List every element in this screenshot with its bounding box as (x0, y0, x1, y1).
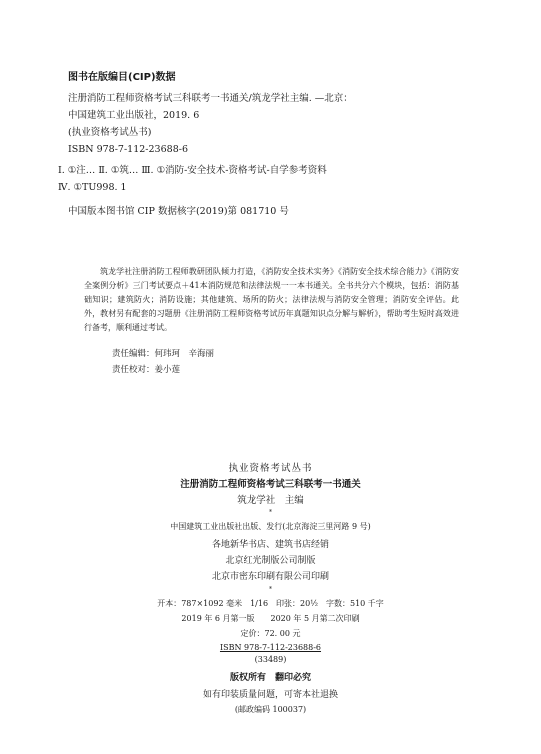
return-notice: 如有印装质量问题，可寄本社退换 (202, 690, 338, 700)
isbn-line: ISBN 978-7-112-23688-6 (219, 643, 322, 652)
responsible-editor: 责任编辑：何玮珂 辛海丽 (112, 349, 215, 359)
postal-code: (邮政编码 100037) (234, 705, 307, 714)
separator-star: * (269, 509, 272, 516)
book-code: (33489) (254, 655, 287, 664)
copyright-notice: 版权所有 翻印必究 (229, 673, 311, 683)
cip-line-title: 注册消防工程师资格考试三科联考一书通关/筑龙学社主编. —北京： (68, 93, 353, 104)
separator-star-2: * (269, 586, 272, 593)
responsible-proofreader: 责任校对：姜小莲 (112, 365, 181, 375)
format-specs: 开本：787×1092 毫米 1/16 印张：20½ 字数：510 千字 (157, 599, 384, 608)
distributor-line: 各地新华书店、建筑书店经销 (211, 540, 329, 550)
cip-line-cip-number: 中国版本图书馆 CIP 数据核字(2019)第 081710 号 (68, 206, 289, 217)
price-line: 定价：72. 00 元 (240, 629, 301, 638)
cip-line-isbn: ISBN 978-7-112-23688-6 (68, 144, 188, 155)
cip-line-publisher: 中国建筑工业出版社，2019. 6 (68, 110, 200, 121)
printer-line: 北京市密东印刷有限公司印刷 (211, 572, 329, 582)
series-name: 执业资格考试丛书 (228, 463, 313, 474)
cip-line-series: (执业资格考试丛书) (68, 127, 152, 138)
cip-line-classification: Ⅰ. ①注… Ⅱ. ①筑… Ⅲ. ①消防-安全技术-资格考试-自学参考资料 (58, 165, 327, 176)
book-author: 筑龙学社 主编 (237, 495, 304, 506)
book-title: 注册消防工程师资格考试三科联考一书通关 (180, 479, 361, 490)
publisher-line: 中国建筑工业出版社出版、发行(北京海淀三里河路 9 号) (170, 522, 371, 531)
platemaker-line: 北京红光制版公司制版 (225, 556, 316, 566)
cip-heading: 图书在版编目(CIP)数据 (68, 72, 176, 83)
cip-line-tu-code: Ⅳ. ①TU998. 1 (58, 182, 127, 193)
book-introduction (84, 265, 459, 335)
intro-paragraph: 筑龙学社注册消防工程师教研团队倾力打造，《消防安全技术实务》《消防安全技术综合能力》《消防安全案例分析》三门考试要点＋41本消防规范和法律法规一一本书通关。全书共分六个模块，包括：消防基础知识；建筑防火；消防设施；其他建筑、场所的防火；法律法规与消防安全管理；消防安全评估。此外，教材另有配套的习题册《注册消防工程师资格考试历年真题知识点分解与解析》，帮助考生短时高效进行备考，顺利通过考试。 (84, 267, 459, 332)
edition-line: 2019 年 6 月第一版 2020 年 5 月第二次印刷 (181, 614, 360, 623)
